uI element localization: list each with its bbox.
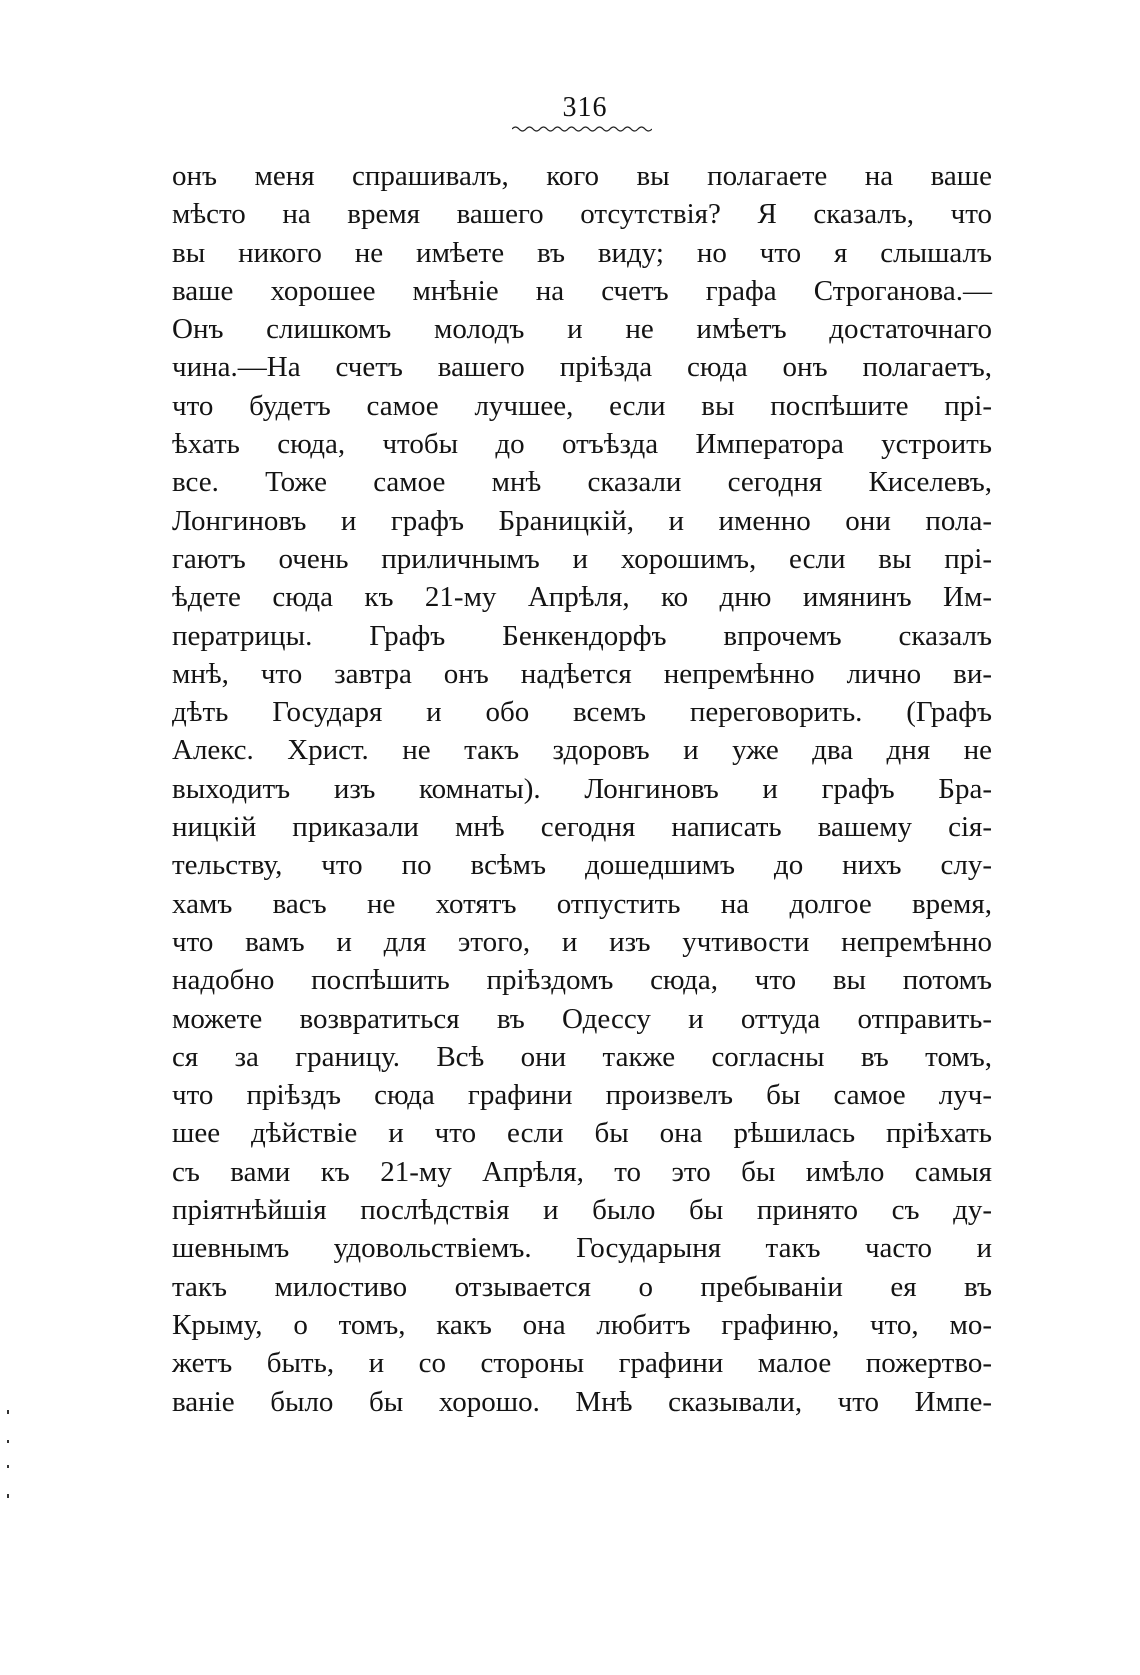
text-line: съ вами къ 21-му Апрѣля, то это бы имѣло самыя (172, 1155, 992, 1188)
text-line: онъ меня спрашивалъ, кого вы полагаете на ваше (172, 160, 992, 192)
text-line: ѣдете сюда къ 21-му Апрѣля, ко дню имянинъ Им- (172, 581, 992, 614)
text-line: шее дѣйствіе и что если бы она рѣшилась пріѣхать (172, 1117, 992, 1150)
text-line: тельству, что по всѣмъ дошедшимъ до нихъ слу- (172, 849, 992, 882)
page-number: 316 (562, 92, 608, 123)
text-line: Алекс. Христ. не такъ здоровъ и уже два дня не (172, 734, 992, 767)
text-line: хамъ васъ не хотятъ отпустить на долгое время, (172, 887, 992, 920)
text-line: пріятнѣйшія послѣдствія и было бы принято съ ду- (172, 1194, 992, 1227)
body-text (172, 157, 992, 1421)
text-line: Лонгиновъ и графъ Браницкій, и именно они пола- (172, 504, 992, 537)
text-line: надобно поспѣшить пріѣздомъ сюда, что вы потомъ (172, 964, 992, 997)
text-line: что пріѣздъ сюда графини произвелъ бы самое луч- (172, 1079, 992, 1112)
text-line: ѣхать сюда, чтобы до отъѣзда Императора устроить (172, 428, 992, 461)
text-line: ваше хорошее мнѣніе на счетъ графа Строганова.— (172, 274, 992, 307)
text-line: мѣсто на время вашего отсутствія? Я сказалъ, что (172, 198, 992, 231)
text-line: Онъ слишкомъ молодъ и не имѣетъ достаточнаго (172, 313, 992, 346)
text-line: чина.—На счетъ вашего пріѣзда сюда онъ полагаетъ, (172, 351, 992, 384)
text-line: ператрицы. Графъ Бенкендорфъ впрочемъ сказалъ (172, 619, 992, 652)
text-line: ся за границу. Всѣ они также согласны въ томъ, (172, 1040, 992, 1073)
text-line: что вамъ и для этого, и изъ учтивости непремѣнно (172, 925, 992, 958)
text-line: шевнымъ удовольствіемъ. Государыня такъ часто и (172, 1232, 992, 1265)
text-line: дѣть Государя и обо всемъ переговорить. (Графъ (172, 696, 992, 729)
wavy-rule-ornament (512, 125, 652, 133)
text-line: что будетъ самое лучшее, если вы поспѣшите прі- (172, 389, 992, 422)
text-line: такъ милостиво отзывается о пребываніи ея въ (172, 1270, 992, 1303)
text-line: мнѣ, что завтра онъ надѣется непремѣнно лично ви- (172, 657, 992, 690)
text-line: можете возвратиться въ Одессу и оттуда отправить- (172, 1002, 992, 1035)
text-line: вы никого не имѣете въ виду; но что я слышалъ (172, 236, 992, 269)
text-line: ницкій приказали мнѣ сегодня написать вашему сія- (172, 811, 992, 844)
text-line: Крыму, о томъ, какъ она любитъ графиню, что, мо- (172, 1308, 992, 1341)
text-line: ваніе было бы хорошо. Мнѣ сказывали, что Импе- (172, 1385, 992, 1418)
text-line: все. Тоже самое мнѣ сказали сегодня Киселевъ, (172, 466, 992, 499)
text-line: жетъ быть, и со стороны графини малое пожертво- (172, 1347, 992, 1380)
margin-speck-marks (6, 1410, 10, 1500)
text-line: гаютъ очень приличнымъ и хорошимъ, если вы прі- (172, 542, 992, 575)
text-line: выходитъ изъ комнаты). Лонгиновъ и графъ Бра- (172, 772, 992, 805)
